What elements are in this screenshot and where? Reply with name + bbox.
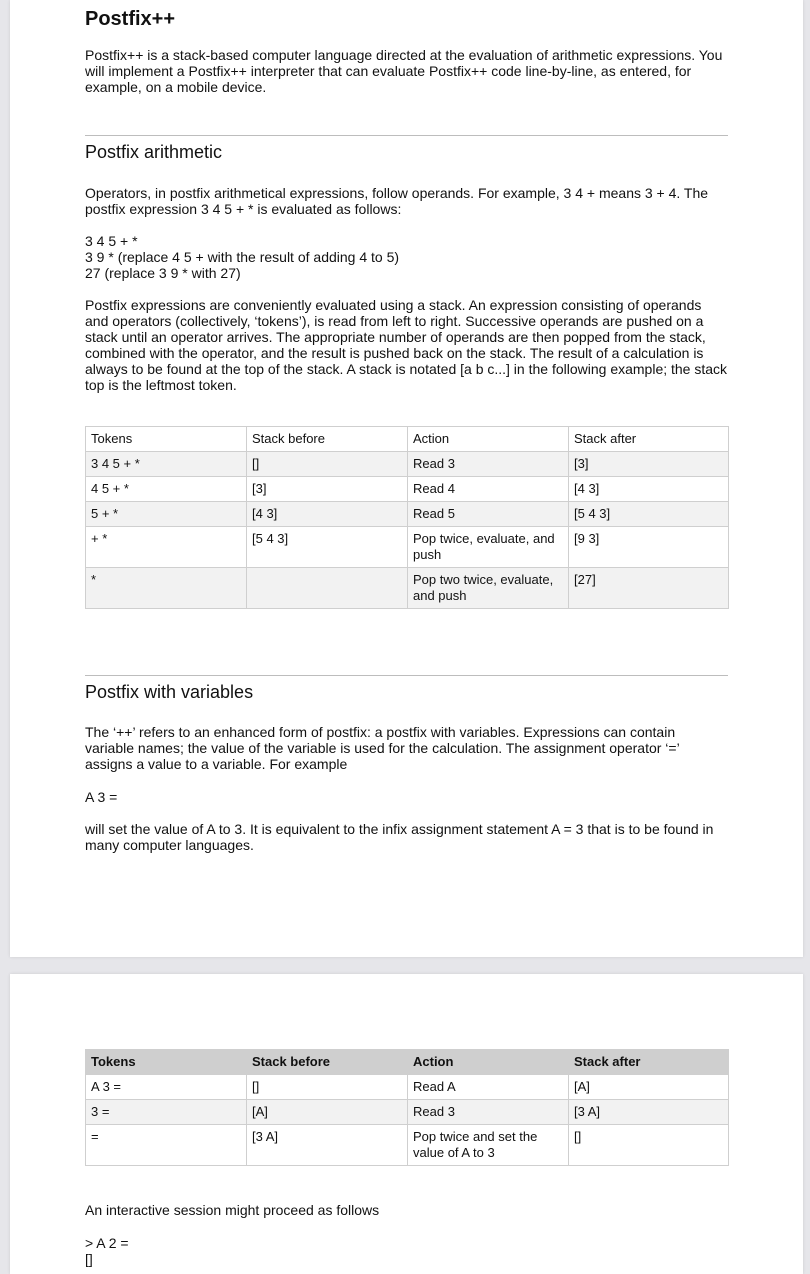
table-row bbox=[86, 1125, 729, 1166]
table-row bbox=[86, 568, 729, 609]
table-cell: [A] bbox=[247, 1100, 408, 1125]
table-cell: Read 5 bbox=[408, 502, 569, 527]
table-cell: + * bbox=[86, 527, 247, 568]
step-line: 27 (replace 3 9 * with 27) bbox=[85, 265, 241, 281]
column-header: Tokens bbox=[86, 427, 247, 452]
table-cell: [27] bbox=[569, 568, 729, 609]
section-heading-variables: Postfix with variables bbox=[85, 682, 254, 702]
table-cell: Pop twice, evaluate, and push bbox=[408, 527, 569, 568]
table-cell: [3 A] bbox=[569, 1100, 729, 1125]
table-cell: [A] bbox=[569, 1075, 729, 1100]
evaluation-steps bbox=[85, 233, 728, 281]
table-header-row bbox=[86, 1050, 729, 1075]
table-row bbox=[86, 452, 729, 477]
table-cell: [3 A] bbox=[247, 1125, 408, 1166]
table-cell: [5 4 3] bbox=[247, 527, 408, 568]
table-row bbox=[86, 527, 729, 568]
document-title: Postfix++ bbox=[85, 8, 176, 30]
table-header-row bbox=[86, 427, 729, 452]
variables-paragraph-2: will set the value of A to 3. It is equivalent to the infix assignment statement A = 3 that is to be found in many computer languages. bbox=[85, 821, 714, 853]
column-header: Action bbox=[408, 1050, 569, 1075]
table-row bbox=[86, 477, 729, 502]
session-transcript bbox=[85, 1235, 728, 1267]
table-cell: [] bbox=[247, 452, 408, 477]
table-cell: Pop two twice, evaluate, and push bbox=[408, 568, 569, 609]
table-cell: Read A bbox=[408, 1075, 569, 1100]
column-header: Action bbox=[408, 427, 569, 452]
column-header: Stack before bbox=[247, 427, 408, 452]
table-cell: [3] bbox=[247, 477, 408, 502]
table-cell: Pop twice and set the value of A to 3 bbox=[408, 1125, 569, 1166]
table-cell: A 3 = bbox=[86, 1075, 247, 1100]
table-cell: 3 = bbox=[86, 1100, 247, 1125]
stack-table-arithmetic bbox=[85, 426, 729, 609]
table-cell: [4 3] bbox=[247, 502, 408, 527]
section-heading-arithmetic: Postfix arithmetic bbox=[85, 142, 223, 162]
column-header: Tokens bbox=[86, 1050, 247, 1075]
table-cell: Read 3 bbox=[408, 452, 569, 477]
session-line: > A 2 = bbox=[85, 1235, 129, 1251]
table-cell: [5 4 3] bbox=[569, 502, 729, 527]
table-cell: [4 3] bbox=[569, 477, 729, 502]
table-row bbox=[86, 1100, 729, 1125]
table-cell: [] bbox=[569, 1125, 729, 1166]
section-divider bbox=[85, 135, 728, 136]
table-cell: 4 5 + * bbox=[86, 477, 247, 502]
arithmetic-paragraph-2: Postfix expressions are conveniently evaluated using a stack. An expression consisting of operands and operators (collectively, ‘tokens’), is read from left to right. Successive operands are pushed on a stack until an operator arrives. The appropriate number of operands are then popped from the stack, combined with the operator, and the result is pushed back on the stack. The result of a calculation is always to be found at the top of the stack. A stack is notated [a b c...] in the following example; the stack top is the leftmost token. bbox=[85, 297, 728, 393]
table-row bbox=[86, 1075, 729, 1100]
session-line: [] bbox=[85, 1251, 93, 1267]
assignment-example: A 3 = bbox=[85, 789, 118, 805]
table-cell: = bbox=[86, 1125, 247, 1166]
table-cell: [3] bbox=[569, 452, 729, 477]
table-cell: [9 3] bbox=[569, 527, 729, 568]
intro-paragraph: Postfix++ is a stack-based computer language directed at the evaluation of arithmetic expressions. You will implement a Postfix++ interpreter that can evaluate Postfix++ code line-by-line, as entered, for example, on a mobile device. bbox=[85, 47, 723, 95]
table-cell: Read 3 bbox=[408, 1100, 569, 1125]
session-intro: An interactive session might proceed as follows bbox=[85, 1202, 380, 1218]
page-2 bbox=[10, 974, 803, 1274]
column-header: Stack after bbox=[569, 1050, 729, 1075]
table-cell: [] bbox=[247, 1075, 408, 1100]
table-cell: 3 4 5 + * bbox=[86, 452, 247, 477]
section-divider bbox=[85, 675, 728, 676]
column-header: Stack after bbox=[569, 427, 729, 452]
column-header: Stack before bbox=[247, 1050, 408, 1075]
stack-table-variables bbox=[85, 1049, 729, 1166]
step-line: 3 9 * (replace 4 5 + with the result of adding 4 to 5) bbox=[85, 249, 400, 265]
page-1 bbox=[10, 0, 803, 957]
table-cell: 5 + * bbox=[86, 502, 247, 527]
table-cell bbox=[247, 568, 408, 609]
table-cell: * bbox=[86, 568, 247, 609]
step-line: 3 4 5 + * bbox=[85, 233, 138, 249]
variables-paragraph-1: The ‘++’ refers to an enhanced form of postfix: a postfix with variables. Expressions can contain variable names; the value of the variable is used for the calculation. The assignment operator ‘=’ assigns a value to a variable. For example bbox=[85, 724, 680, 772]
table-cell: Read 4 bbox=[408, 477, 569, 502]
arithmetic-paragraph-1: Operators, in postfix arithmetical expressions, follow operands. For example, 3 4 + means 3 + 4. The postfix expression 3 4 5 + * is evaluated as follows: bbox=[85, 185, 709, 217]
table-row bbox=[86, 502, 729, 527]
